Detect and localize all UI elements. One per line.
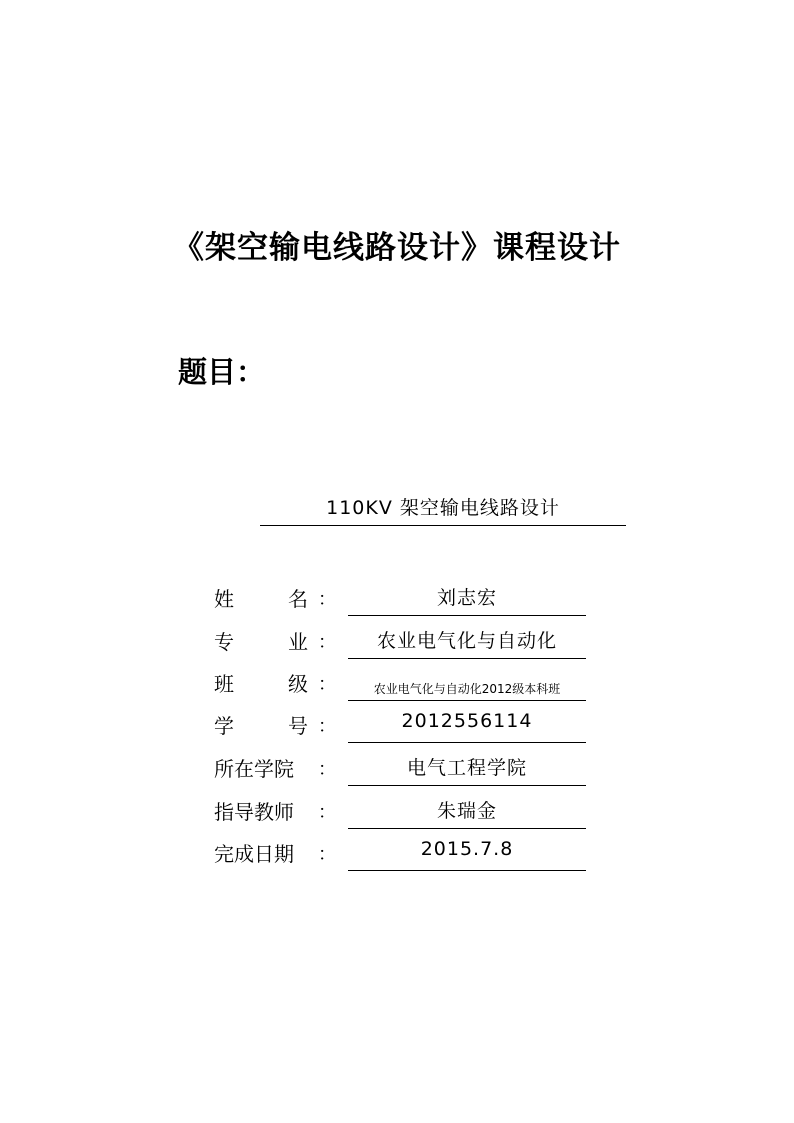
topic-value: 110KV 架空输电线路设计: [326, 497, 560, 519]
field-colon: ：: [318, 589, 336, 610]
field-underline: [348, 870, 586, 871]
field-underline: [348, 828, 586, 829]
field-label: 班 级: [214, 672, 308, 696]
field-colon: ：: [318, 802, 336, 823]
field-underline: [348, 742, 586, 743]
field-row-name: [0, 575, 794, 615]
advisor-value: 朱瑞金: [436, 800, 497, 822]
field-underline: [348, 785, 586, 786]
field-colon: ：: [318, 759, 336, 780]
field-label: 姓 名: [214, 587, 308, 611]
field-colon: ：: [318, 716, 336, 737]
field-label: 指导教师: [214, 800, 294, 824]
topic-label: 题目：: [178, 355, 266, 389]
topic-underline: [260, 525, 626, 526]
document-title: 《架空输电线路设计》课程设计: [173, 230, 621, 266]
field-row-college: [0, 745, 794, 785]
name-value: 刘志宏: [436, 587, 497, 609]
field-row-advisor: [0, 788, 794, 828]
field-row-major: [0, 618, 794, 658]
field-underline: [348, 615, 586, 616]
field-row-date: [0, 830, 794, 870]
field-row-class: [0, 660, 794, 700]
college-value: 电气工程学院: [406, 757, 527, 779]
student-id-value: 2012556114: [401, 710, 533, 732]
field-row-student-id: [0, 702, 794, 742]
field-label: 学 号: [214, 714, 308, 738]
field-colon: ：: [318, 674, 336, 695]
field-underline: [348, 658, 586, 659]
field-underline: [348, 700, 586, 701]
date-value: 2015.7.8: [420, 838, 514, 860]
major-value: 农业电气化与自动化: [376, 630, 557, 652]
field-label: 专 业: [214, 630, 308, 654]
field-label: 所在学院: [214, 757, 294, 781]
field-colon: ：: [318, 844, 336, 865]
field-label: 完成日期: [214, 842, 294, 866]
class-value: 农业电气化与自动化2012级本科班: [373, 682, 561, 696]
field-colon: ：: [318, 632, 336, 653]
